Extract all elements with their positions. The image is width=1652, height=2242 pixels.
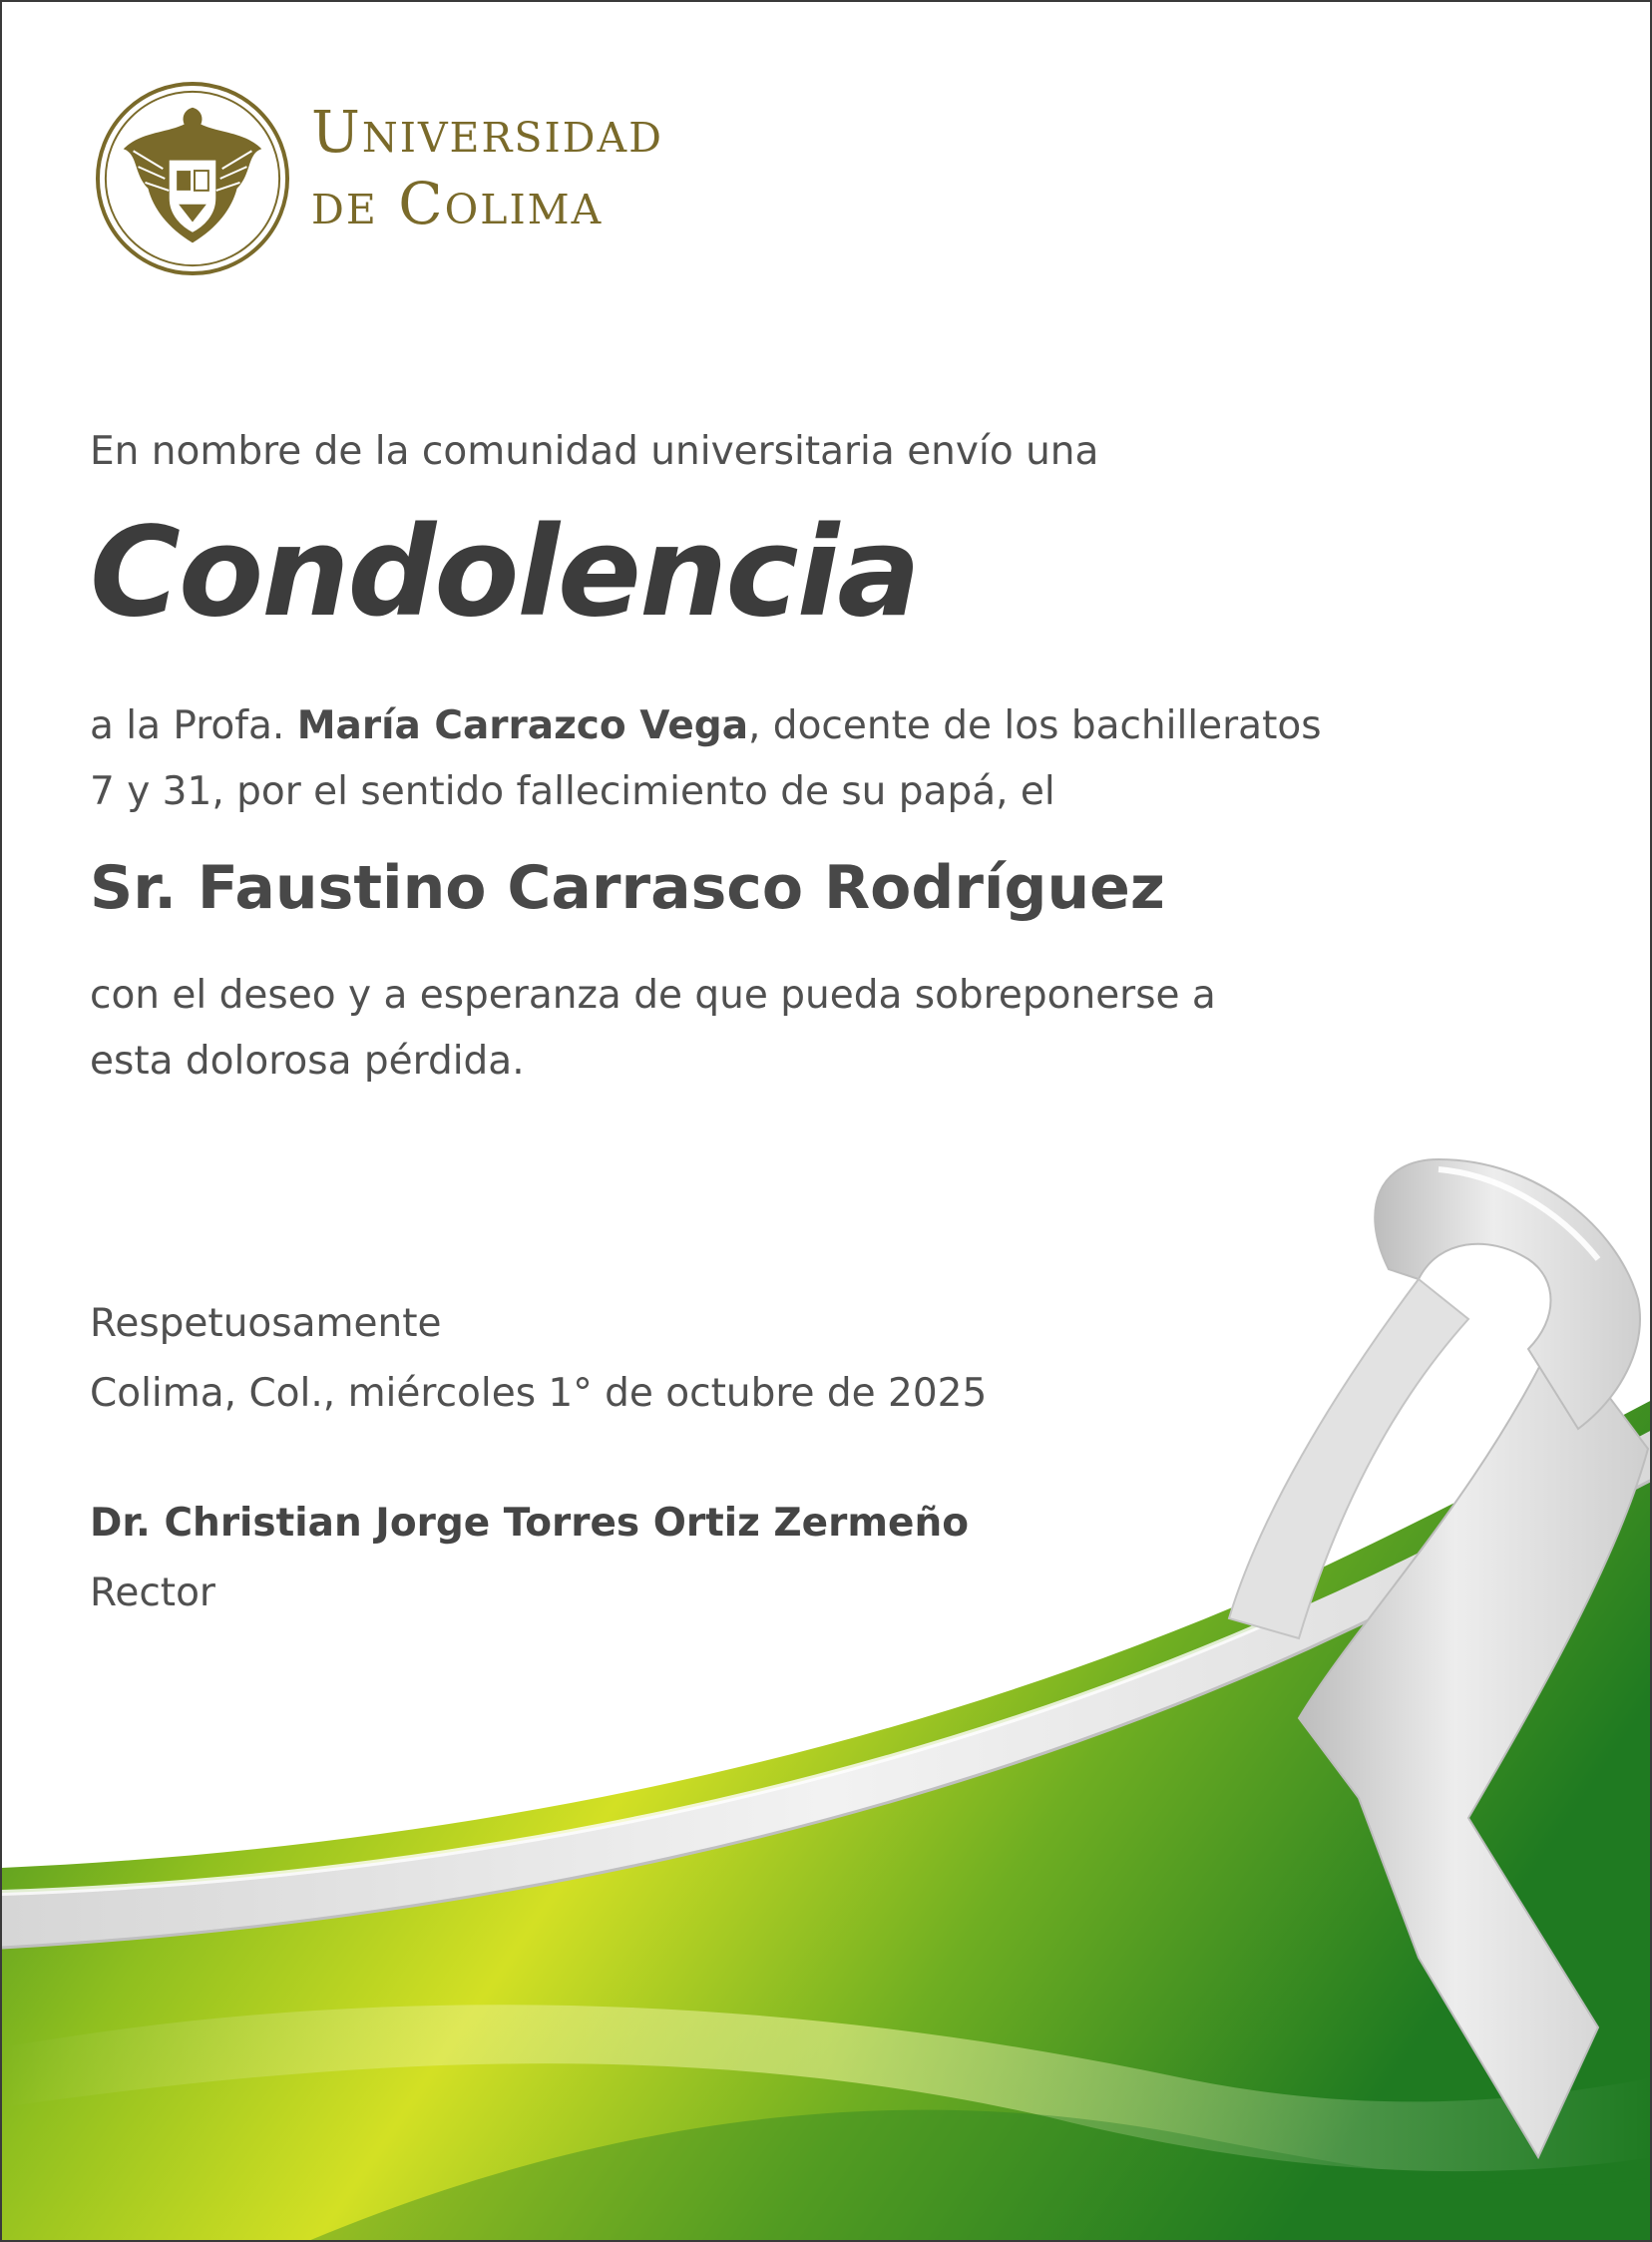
page-title: Condolencia <box>90 501 919 645</box>
condolence-line2: 7 y 31, por el sentido fallecimiento de su papá, el <box>90 769 1055 814</box>
deceased-name: Sr. Faustino Carrasco Rodríguez <box>90 853 1165 923</box>
green-wave-background <box>2 2 1652 2242</box>
signature-block <box>90 1489 969 1628</box>
recipient-name: María Carrazco Vega <box>296 703 749 748</box>
wish-line1: con el deseo y a esperanza de que pueda sobreponerse a <box>90 973 1216 1018</box>
signer-title: Rector <box>90 1570 215 1615</box>
university-name-line1: Universidad <box>311 98 663 166</box>
university-seal-icon <box>94 80 291 277</box>
recipient-prefix: a la Profa. <box>90 703 297 748</box>
wish-paragraph <box>90 963 1216 1095</box>
recipient-suffix: , docente de los bachilleratos <box>748 703 1322 748</box>
signer-name: Dr. Christian Jorge Torres Ortiz Zermeño <box>90 1501 970 1546</box>
closing-block <box>90 1289 987 1429</box>
university-name-line2: de Colima <box>311 170 604 237</box>
condolence-line1 <box>90 693 1322 759</box>
place-date: Colima, Col., miércoles 1° de octubre de 2025 <box>90 1371 988 1416</box>
university-wordmark <box>311 96 663 239</box>
intro-text: En nombre de la comunidad universitaria envío una <box>90 429 1099 474</box>
condolence-paragraph <box>90 693 1322 825</box>
salutation: Respetuosamente <box>90 1301 442 1346</box>
wish-line2: esta dolorosa pérdida. <box>90 1039 525 1084</box>
